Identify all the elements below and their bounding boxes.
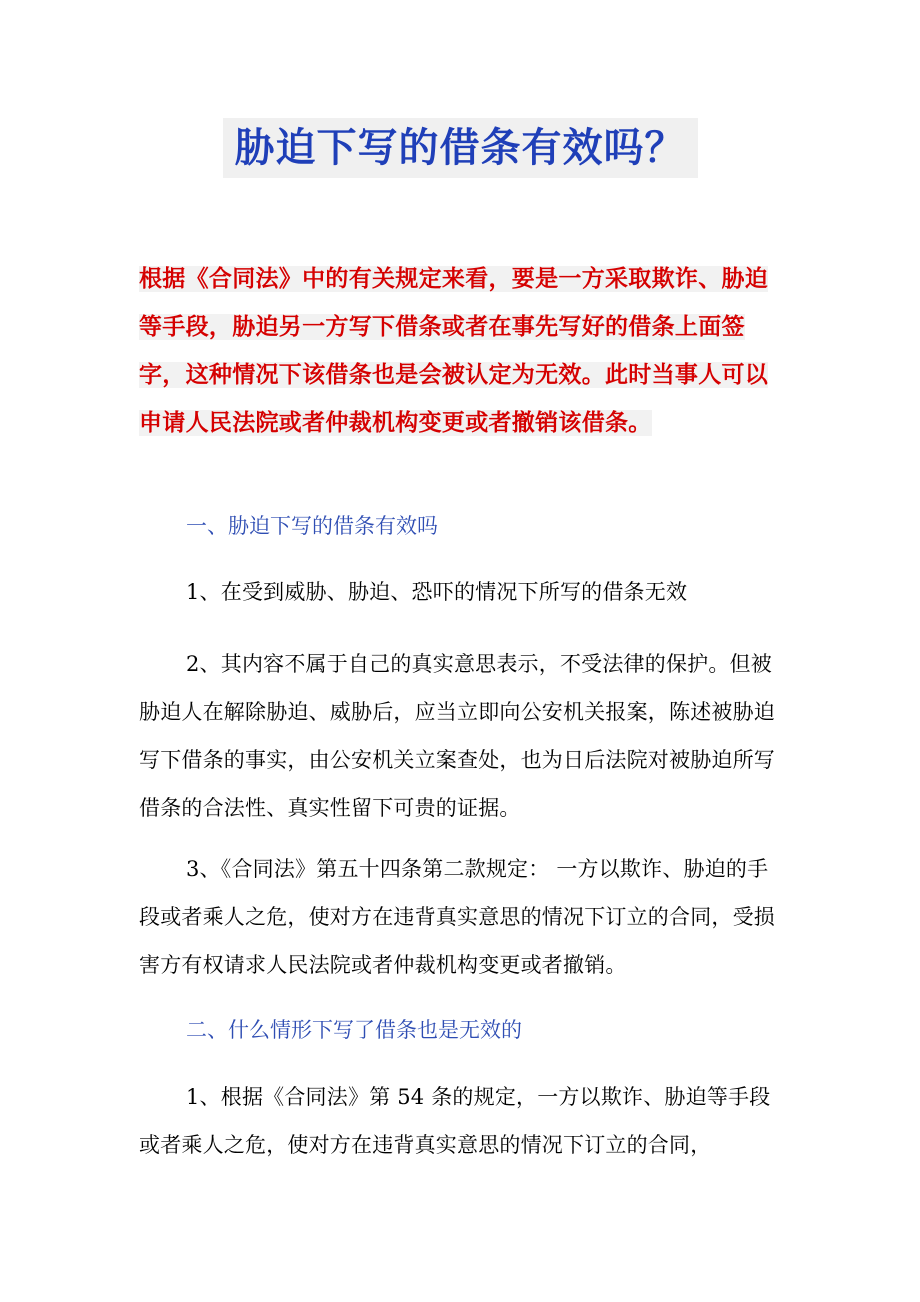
document-title: 胁迫下写的借条有效吗？ — [223, 118, 698, 178]
section-heading-2: 二、什么情形下写了借条也是无效的 — [186, 1018, 522, 1042]
title-container — [0, 118, 920, 178]
section2-paragraph-1: 1、根据《合同法》第 54 条的规定，一方以欺诈、胁迫等手段或者乘人之危，使对方在违背真实意思的情况下订立的合同， — [139, 1085, 771, 1157]
section-heading-1: 一、胁迫下写的借条有效吗 — [186, 514, 438, 538]
section1-paragraph-3: 3、《合同法》第五十四条第二款规定： 一方以欺诈、胁迫的手段或者乘人之危，使对方在违背真实意思的情况下订立的合同，受损害方有权请求人民法院或者仲裁机构变更或者撤销。 — [139, 857, 775, 977]
intro-text: 根据《合同法》中的有关规定来看，要是一方采取欺诈、胁迫等手段，胁迫另一方写下借条或者在事先写好的借条上面签字，这种情况下该借条也是会被认定为无效。此时当事人可以申请人民法院或者仲裁机构变更或者撤销该借条。 — [139, 266, 769, 436]
section1-paragraph-1: 1、在受到威胁、胁迫、恐吓的情况下所写的借条无效 — [186, 580, 688, 604]
intro-paragraph — [139, 255, 789, 447]
section1-paragraph-2: 2、其内容不属于自己的真实意思表示，不受法律的保护。但被胁迫人在解除胁迫、威胁后，应当立即向公安机关报案，陈述被胁迫写下借条的事实，由公安机关立案查处，也为日后法院对被胁迫所写借条的合法性、真实性留下可贵的证据。 — [139, 652, 775, 820]
